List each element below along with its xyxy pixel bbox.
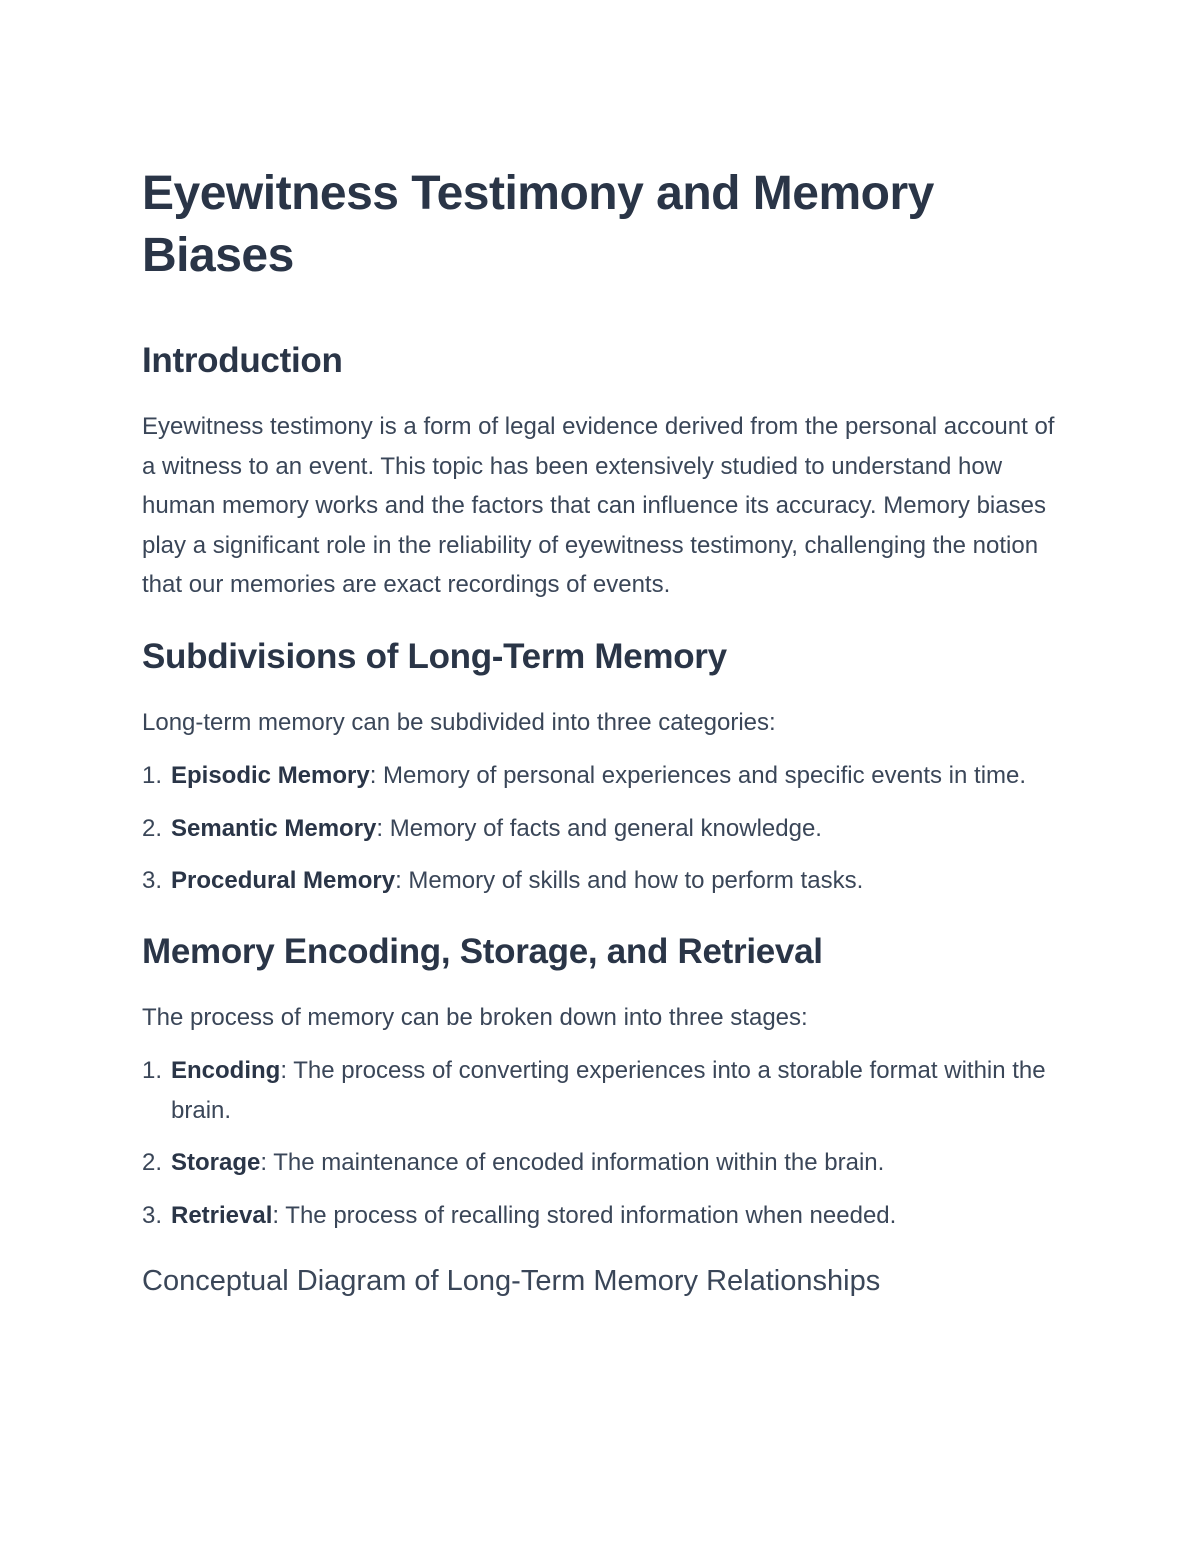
subsection-heading-diagram: Conceptual Diagram of Long-Term Memory Relationships xyxy=(142,1265,881,1297)
list-item xyxy=(142,1143,1062,1183)
list-number: 1. xyxy=(142,1057,163,1084)
subdivisions-lead: Long-term memory can be subdivided into three categories: xyxy=(142,708,776,736)
list-number: 2. xyxy=(142,1149,163,1176)
list-term: Semantic Memory xyxy=(171,814,377,842)
list-description: : Memory of personal experiences and specific events in time. xyxy=(369,762,1027,789)
list-term: Episodic Memory xyxy=(171,762,370,789)
list-description: : The maintenance of encoded information within the brain. xyxy=(260,1149,885,1176)
list-term: Storage xyxy=(171,1149,261,1176)
list-number: 2. xyxy=(142,814,163,842)
list-number: 3. xyxy=(142,1201,163,1229)
subdivisions-list xyxy=(142,756,1062,901)
process-lead: The process of memory can be broken down into three stages: xyxy=(142,1003,808,1031)
list-item xyxy=(142,1196,1062,1236)
list-number: 1. xyxy=(142,762,163,789)
list-description: : Memory of facts and general knowledge. xyxy=(376,814,822,842)
document-page xyxy=(142,163,1062,1300)
section-heading-introduction: Introduction xyxy=(142,341,343,380)
list-term: Procedural Memory xyxy=(171,867,396,894)
list-item xyxy=(142,861,1062,901)
section-heading-subdivisions: Subdivisions of Long-Term Memory xyxy=(142,636,727,676)
page-title: Eyewitness Testimony and Memory Biases xyxy=(142,167,934,282)
list-number: 3. xyxy=(142,867,163,894)
list-description: : The process of converting experiences into a storable format within the brain. xyxy=(171,1057,1046,1124)
list-item xyxy=(142,1051,1062,1130)
list-term: Retrieval xyxy=(171,1201,273,1229)
list-description: : The process of recalling stored information when needed. xyxy=(272,1201,897,1229)
list-item xyxy=(142,756,1062,796)
list-item xyxy=(142,809,1062,849)
intro-paragraph: Eyewitness testimony is a form of legal evidence derived from the personal account of a witness to an event. This topic has been extensively studied to understand how human memory works and the factors that can influence its accuracy. Memory biases play a significant role in the reliability of eyewitness testimony, challenging the notion that our memories are exact recordings of events. xyxy=(142,413,1055,598)
section-heading-process: Memory Encoding, Storage, and Retrieval xyxy=(142,931,823,971)
list-description: : Memory of skills and how to perform tasks. xyxy=(395,867,864,894)
list-term: Encoding xyxy=(171,1057,281,1084)
process-list xyxy=(142,1051,1062,1235)
